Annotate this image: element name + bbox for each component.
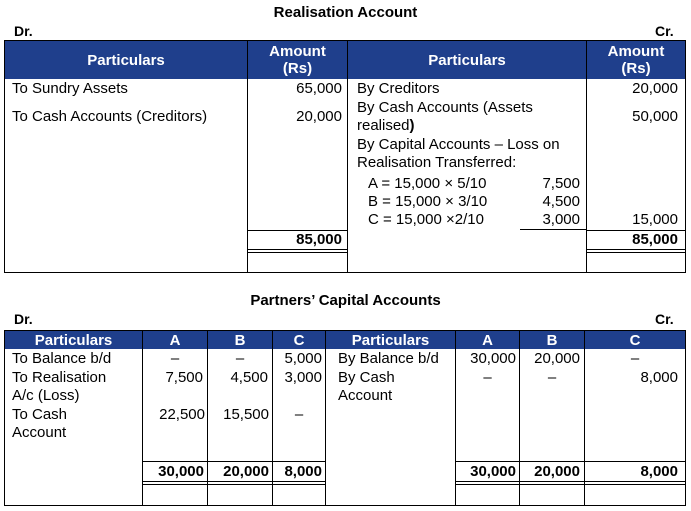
total-rule xyxy=(143,461,325,462)
capital-header-b-dr: B xyxy=(208,331,272,349)
capital-credit-cash-line2: Account xyxy=(338,387,393,404)
credit-cash-label-line1: By Cash Accounts (Assets xyxy=(357,99,533,116)
total-rule xyxy=(143,481,325,482)
realisation-table-border xyxy=(4,40,686,273)
capital-dr-label: Dr. xyxy=(14,311,33,327)
credit-cash-realised: realised xyxy=(357,117,410,134)
loss-share-value: 7,500 xyxy=(542,175,580,192)
capital-debit-total-a: 30,000 xyxy=(158,463,204,480)
capital-debit-total-b: 20,000 xyxy=(223,463,269,480)
capital-credit-total-b: 20,000 xyxy=(534,463,580,480)
debit-row-amount: 65,000 xyxy=(296,80,342,97)
capital-debit-cash-line1: To Cash xyxy=(12,406,68,423)
capital-debit-realisation-c: 3,000 xyxy=(284,369,322,386)
col-divider xyxy=(247,40,248,273)
capital-debit-realisation-b: 4,500 xyxy=(230,369,268,386)
credit-creditors-label: By Creditors xyxy=(357,80,440,97)
total-rule xyxy=(248,252,347,253)
capital-credit-cash-a: – xyxy=(483,369,492,386)
capital-header-c-dr: C xyxy=(273,331,325,349)
col-divider xyxy=(347,40,348,273)
debit-total: 85,000 xyxy=(296,231,342,248)
capital-debit-balance-label: To Balance b/d xyxy=(12,350,112,367)
capital-credit-balance-c: – xyxy=(630,350,640,367)
amount-header-line1: Amount xyxy=(269,43,326,60)
capital-header-a-dr: A xyxy=(143,331,207,349)
loss-share-value: 4,500 xyxy=(542,193,580,210)
credit-creditors-amount: 20,000 xyxy=(632,80,678,97)
capital-debit-realisation-line2: A/c (Loss) xyxy=(12,387,80,404)
amount-header-line2: (Rs) xyxy=(621,60,651,77)
total-rule xyxy=(248,249,347,250)
capital-header-b-cr: B xyxy=(520,331,584,349)
loss-share-label: B = 15,000 × 3/10 xyxy=(368,193,488,210)
realisation-cr-label: Cr. xyxy=(655,23,674,39)
capital-debit-cash-a: 22,500 xyxy=(159,406,205,423)
capital-credit-balance-b: 20,000 xyxy=(534,350,580,367)
capital-debit-balance-a: – xyxy=(170,350,180,367)
capital-credit-balance-a: 30,000 xyxy=(470,350,516,367)
capital-debit-cash-b: 15,500 xyxy=(223,406,269,423)
debit-row-particular: To Cash Accounts (Creditors) xyxy=(12,108,208,125)
amount-header-line1: Amount xyxy=(607,43,665,60)
capital-credit-balance-label: By Balance b/d xyxy=(338,350,439,367)
credit-cash-paren: ) xyxy=(409,117,415,134)
capital-credit-cash-b: – xyxy=(547,369,557,386)
capital-debit-total-c: 8,000 xyxy=(284,463,322,480)
debit-row-amount: 20,000 xyxy=(296,108,342,125)
capital-debit-balance-b: – xyxy=(235,350,245,367)
credit-cash-label-line2 xyxy=(357,117,415,135)
realisation-dr-label: Dr. xyxy=(14,23,33,39)
total-rule xyxy=(456,461,685,462)
total-rule xyxy=(587,249,685,250)
capital-debit-cash-c: – xyxy=(294,406,304,423)
credit-capital-label-line2: Realisation Transferred: xyxy=(357,154,517,171)
capital-debit-cash-line2: Account xyxy=(12,424,67,441)
credit-cash-amount: 50,000 xyxy=(632,108,678,125)
credit-capital-amount: 15,000 xyxy=(632,211,678,228)
realisation-account-title: Realisation Account xyxy=(273,4,418,21)
capital-credit-total-c: 8,000 xyxy=(640,463,678,480)
col-divider xyxy=(586,40,587,273)
capital-header-a-cr: A xyxy=(456,331,519,349)
total-rule xyxy=(456,484,685,485)
amount-header-line2: (Rs) xyxy=(282,60,313,77)
capital-debit-realisation-line1: To Realisation xyxy=(12,369,107,386)
capital-credit-cash-c: 8,000 xyxy=(640,369,678,386)
capital-cr-label: Cr. xyxy=(655,311,674,327)
credit-total: 85,000 xyxy=(632,231,678,248)
total-rule xyxy=(456,481,685,482)
realisation-header-particulars-dr: Particulars xyxy=(5,41,247,79)
capital-credit-cash-line1: By Cash xyxy=(338,369,395,386)
total-rule xyxy=(587,252,685,253)
capital-debit-realisation-a: 7,500 xyxy=(165,369,203,386)
loss-share-label: C = 15,000 ×2/10 xyxy=(368,211,484,228)
capital-header-c-cr: C xyxy=(585,331,685,349)
debit-row-particular: To Sundry Assets xyxy=(12,80,128,97)
loss-share-label: A = 15,000 × 5/10 xyxy=(368,175,487,192)
col-divider xyxy=(325,330,326,506)
capital-accounts-title: Partners’ Capital Accounts xyxy=(250,292,441,309)
subtotal-rule xyxy=(520,229,586,230)
capital-debit-balance-c: 5,000 xyxy=(284,350,322,367)
credit-capital-label-line1: By Capital Accounts – Loss on xyxy=(357,136,560,153)
capital-credit-total-a: 30,000 xyxy=(470,463,516,480)
loss-share-value: 3,000 xyxy=(542,211,580,228)
total-rule xyxy=(143,484,325,485)
capital-header-particulars-dr: Particulars xyxy=(5,331,142,349)
capital-header-particulars-cr: Particulars xyxy=(326,331,455,349)
realisation-header-particulars-cr: Particulars xyxy=(348,41,586,79)
